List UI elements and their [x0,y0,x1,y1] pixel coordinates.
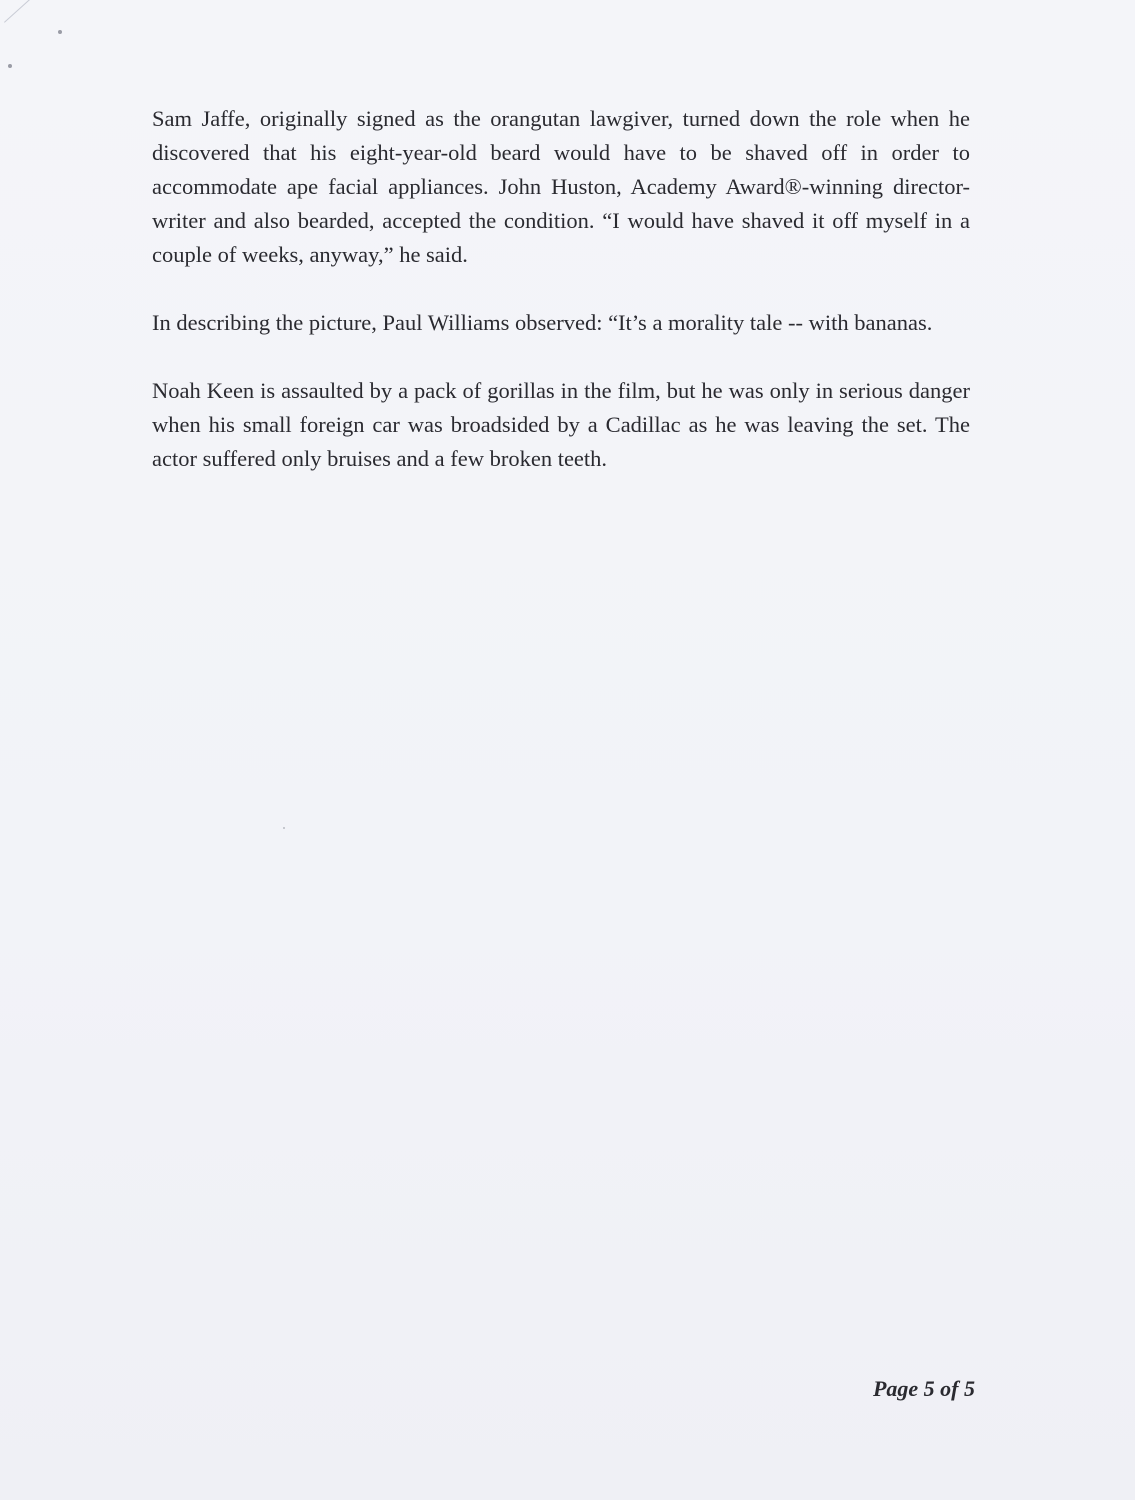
paragraph-sam-jaffe: Sam Jaffe, originally signed as the orangutan lawgiver, turned down the role when he discovered that his eight-year-old beard would have to be shaved off in order to accommodate ape facial appliances. John Huston, Academy Award®-winning director-writer and also bearded, accepted the condition. “I would have shaved it off myself in a couple of weeks, anyway,” he said. [152,106,970,267]
paper-crease-mark [4,0,70,57]
paragraph-paul-williams: In describing the picture, Paul Williams observed: “It’s a morality tale -- with bananas. [152,310,933,335]
paper-speck [58,30,62,34]
paper-speck [8,64,12,68]
page-number: Page 5 of 5 [872,1376,975,1401]
document-body [152,102,970,510]
paper-speck [283,827,285,829]
paragraph-noah-keen: Noah Keen is assaulted by a pack of gorillas in the film, but he was only in serious danger when his small foreign car was broadsided by a Cadillac as he was leaving the set. The actor suffered only bruises and a few broken teeth. [152,378,970,471]
